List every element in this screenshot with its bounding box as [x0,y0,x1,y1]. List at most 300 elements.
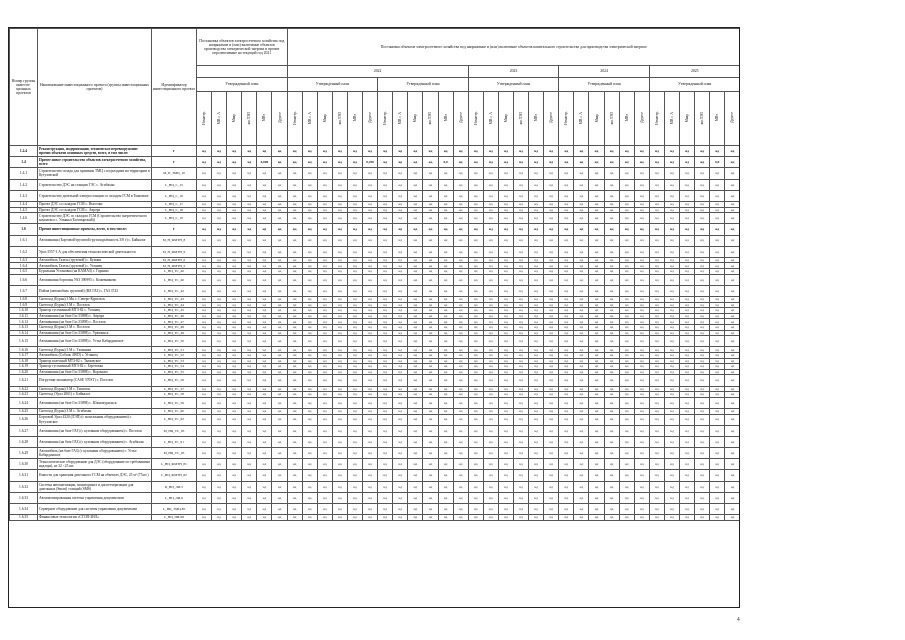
row-value: нд [695,235,710,246]
row-value: нд [680,392,695,398]
row-value: нд [664,425,679,436]
row-value: нд [483,297,498,303]
row-value: нд [574,246,589,257]
row-value: нд [423,257,438,263]
row-value: нд [302,352,317,358]
row-value: нд [302,319,317,325]
row-value: нд [604,319,619,325]
row-value: нд [649,274,664,285]
row-value: нд [544,308,559,314]
row-project-name: Трактор гусеничный МТЗ-82 с. Углянец [38,308,152,314]
row-value: нд [574,146,589,157]
row-value: нд [710,364,725,370]
row-value: нд [287,386,302,392]
row-value: нд [574,257,589,263]
row-value: нд [363,347,378,353]
row-value: нд [438,347,453,353]
row-value: нд [483,319,498,325]
row-value: нд [725,213,740,224]
row-value: нд [544,358,559,364]
row-value: нд [272,302,287,308]
row-value: нд [559,397,574,408]
row-value: нд [589,504,604,515]
row-value: нд [227,425,242,436]
row-value: нд [604,347,619,353]
row-value: нд [559,313,574,319]
row-value: нд [423,157,438,168]
header-year: 2024 [559,66,650,78]
row-value: нд [242,146,257,157]
row-value: нд [302,157,317,168]
row-project-id: Г [152,224,197,235]
row-value: нд [393,358,408,364]
row-value: нд [363,352,378,358]
row-value: нд [468,375,483,386]
row-value: нд [363,386,378,392]
row-value: нд [438,358,453,364]
row-value: нд [544,352,559,358]
row-value: нд [634,386,649,392]
row-value: нд [438,459,453,470]
row-value: нд [438,414,453,425]
row-value: нд [725,157,740,168]
row-value: нд [453,246,468,257]
row-value: нд [634,436,649,447]
row-value: нд [212,285,227,296]
row-value: нд [468,257,483,263]
row-number: 1.6 [10,224,38,235]
row-value: нд [453,297,468,303]
row-value: нд [514,397,529,408]
row-number: 1.6.33 [10,492,38,503]
row-value: нд [408,146,423,157]
row-value: нд [242,319,257,325]
row-value: нд [257,492,272,503]
row-value: нд [212,213,227,224]
row-value: нд [242,392,257,398]
row-value: нд [438,504,453,515]
row-value: нд [272,397,287,408]
row-project-id: L_НЦ_С_19 [152,213,197,224]
row-value: нд [544,459,559,470]
row-value: нд [332,213,347,224]
header-unit [332,92,347,146]
row-value: нд [423,325,438,331]
row-value: нд [529,336,544,347]
row-value: нд [604,146,619,157]
row-value: нд [468,224,483,235]
row-value: нд [498,392,513,398]
row-value: нд [634,157,649,168]
row-value: нд [710,375,725,386]
row-value: нд [589,397,604,408]
row-value: нд [438,297,453,303]
row-value: нд [725,352,740,358]
row-number: 1.6.10 [10,308,38,314]
table-row [10,157,741,168]
row-value: нд [649,313,664,319]
row-value: нд [574,375,589,386]
row-number: 1.6.1 [10,235,38,246]
row-value: нд [197,352,212,358]
row-value: нд [604,285,619,296]
row-project-id: L_НЦ_ТС_52 [152,352,197,358]
row-value: нд [468,207,483,213]
row-value: нд [332,358,347,364]
row-value: нд [242,325,257,331]
header-unit [544,92,559,146]
row-value: нд [423,263,438,269]
row-value: нд [498,492,513,503]
row-value: нд [272,325,287,331]
row-value: нд [317,168,332,179]
row-value: нд [483,285,498,296]
row-value: нд [634,179,649,190]
row-value: нд [529,235,544,246]
row-value: нд [332,436,347,447]
row-value: нд [302,386,317,392]
row-value: нд [302,308,317,314]
row-value: нд [468,168,483,179]
row-value: нд [544,330,559,336]
row-value: нд [619,325,634,331]
row-value: нд [347,179,362,190]
row-value: нд [393,515,408,521]
row-value: нд [197,397,212,408]
row-value: нд [408,392,423,398]
row-value: нд [559,168,574,179]
row-number: 1.6.35 [10,515,38,521]
row-value: нд [634,470,649,481]
row-value: нд [227,369,242,375]
row-value: нд [649,504,664,515]
row-value: нд [378,425,393,436]
row-value: нд [287,285,302,296]
row-value: нд [272,263,287,269]
row-value: нд [619,352,634,358]
row-value: нд [287,336,302,347]
row-value: нд [634,201,649,207]
row-value: нд [317,358,332,364]
row-value: нд [664,319,679,325]
row-value: нд [529,358,544,364]
row-value: нд [317,157,332,168]
row-value: нд [514,157,529,168]
row-project-name: Снегоход (Буран) 3 М с. Поселок [38,302,152,308]
row-value: нд [574,504,589,515]
row-value: нд [710,504,725,515]
row-project-id: М_Н_ФМТН_9 [152,246,197,257]
row-value: нд [619,224,634,235]
row-value: нд [272,235,287,246]
row-value: нд [257,515,272,521]
row-value: нд [393,470,408,481]
row-value: нд [378,436,393,447]
row-value: нд [695,302,710,308]
row-value: нд [634,274,649,285]
row-value: нд [302,168,317,179]
row-value: нд [649,358,664,364]
row-value: нд [287,274,302,285]
row-value: нд [589,325,604,331]
row-value: нд [468,313,483,319]
row-value: нд [332,336,347,347]
row-value: нд [332,302,347,308]
row-value: нд [302,269,317,275]
row-value: нд [604,207,619,213]
row-value: нд [514,492,529,503]
row-value: нд [710,274,725,285]
row-value: нд [453,257,468,263]
row-value: нд [664,375,679,386]
row-value: нд [438,375,453,386]
row-value: нд [589,481,604,492]
row-value: нд [680,263,695,269]
row-value: нд [680,336,695,347]
row-value: нд [634,375,649,386]
row-value: нд [529,157,544,168]
row-value: нд [695,263,710,269]
row-value: нд [302,397,317,408]
row-value: нд [483,481,498,492]
row-value: нд [347,330,362,336]
row-value: нд [725,392,740,398]
row-value: нд [332,515,347,521]
row-value: нд [317,347,332,353]
row-value: нд [438,336,453,347]
row-value: нд [242,302,257,308]
row-value: нд [272,157,287,168]
row-value: нд [272,319,287,325]
row-value: нд [378,364,393,370]
row-value: нд [649,336,664,347]
row-value: нд [483,330,498,336]
row-value: нд [514,352,529,358]
row-value: нд [544,263,559,269]
row-value: нд [664,492,679,503]
table-row [10,425,741,436]
row-value: нд [544,436,559,447]
row-number: 1.6.29 [10,448,38,459]
row-value: нд [664,364,679,370]
row-value: нд [589,470,604,481]
row-value: нд [680,179,695,190]
row-value: нд [574,157,589,168]
row-value: нд [634,347,649,353]
row-value: нд [332,397,347,408]
row-value: нд [483,436,498,447]
row-project-id: L_НЦ_С_15 [152,179,197,190]
row-value: нд [227,481,242,492]
row-project-id: L_НЦ_ТС_45 [152,308,197,314]
row-value: нд [423,207,438,213]
row-number: 1.6.21 [10,375,38,386]
row-value: нд [197,257,212,263]
row-value: нд [529,207,544,213]
row-value: нд [468,213,483,224]
row-value: нд [468,504,483,515]
row-value: нд [257,358,272,364]
row-value: нд [619,201,634,207]
row-value: нд [498,347,513,353]
row-project-name: Автомашина (на базе Газ 33098) с. Устье Кабардинское [38,336,152,347]
row-value: нд [725,515,740,521]
row-project-id: L_НЦ_ЛИ-6 [152,492,197,503]
row-value: нд [559,375,574,386]
row-value: нд [272,414,287,425]
row-value: нд [559,224,574,235]
row-value: нд [378,358,393,364]
row-value: нд [332,313,347,319]
row-value: нд [468,263,483,269]
row-value: нд [529,302,544,308]
row-project-name: Автомашина (на базе ГАЗ) (с кузовным оборудованием) с. Агибахан [38,436,152,447]
row-value: нд [302,436,317,447]
row-number: 1.6.32 [10,481,38,492]
row-value: нд [272,358,287,364]
row-value: нд [393,492,408,503]
row-value: нд [287,269,302,275]
row-project-name: Бортовой Урал 4320 (ЛЭП) (с монтажным оборудованием) с. Кутузовское [38,414,152,425]
row-value: нд [212,263,227,269]
row-value: нд [332,263,347,269]
row-value: нд [227,269,242,275]
row-value: нд [347,459,362,470]
row-value: нд [680,274,695,285]
row-project-name: Автомашина бортовая УАЗ 390995 с. Кожевниково [38,274,152,285]
row-project-id: L_НЦ_ТС_51 [152,347,197,353]
row-value: нд [393,297,408,303]
row-value: нд [649,285,664,296]
row-value: нд [619,313,634,319]
row-value: нд [197,285,212,296]
row-value: нд [272,190,287,201]
row-value: нд [483,179,498,190]
row-value: нд [695,297,710,303]
header-group-number: Номер группы инвести-ционных проектов [10,29,38,146]
row-value: нд [589,213,604,224]
row-value: нд [468,481,483,492]
header-unit-label: Нематер. [383,110,388,125]
row-value: нд [257,235,272,246]
row-value: нд [393,414,408,425]
table-row [10,470,741,481]
row-value: нд [257,179,272,190]
row-value: нд [589,201,604,207]
row-value: нд [393,336,408,347]
row-value: нд [272,257,287,263]
row-value: нд [483,269,498,275]
row-value: нд [619,397,634,408]
row-value: нд [423,347,438,353]
row-value: нд [498,157,513,168]
row-value: нд [438,470,453,481]
row-value: нд [710,448,725,459]
row-value: нд [649,179,664,190]
row-value: нд [408,302,423,308]
row-value: нд [544,201,559,207]
row-value: нд [197,263,212,269]
row-value: нд [695,352,710,358]
row-value: нд [710,146,725,157]
row-value: нд [725,325,740,331]
row-value: нд [544,224,559,235]
header-unit [227,92,242,146]
row-project-id: Г [152,146,197,157]
row-value: нд [664,157,679,168]
row-value: нд [619,302,634,308]
header-unit-label: км ЛЭП [700,111,705,125]
row-value: нд [589,257,604,263]
row-value: нд [332,392,347,398]
header-unit [498,92,513,146]
row-project-name: Технологическое оборудование для ДЭС (оборудование по требованиям надзора), из 32 - 25 шт. [39,460,150,469]
row-value: нд [725,408,740,414]
row-value: нд [438,246,453,257]
row-value: нд [378,470,393,481]
row-value: нд [287,313,302,319]
row-value: нд [197,297,212,303]
row-value: нд [680,190,695,201]
row-value: нд [393,313,408,319]
row-value: нд [680,257,695,263]
row-value: нд [680,325,695,331]
row-project-id: L_НЦ_ТС_44 [152,302,197,308]
row-value: нд [408,425,423,436]
row-value: нд [423,308,438,314]
row-value: нд [710,179,725,190]
header-unit-label: Нематер. [202,110,207,125]
row-value: нд [664,515,679,521]
row-value: нд [634,364,649,370]
row-value: нд [332,364,347,370]
row-value: нд [438,364,453,370]
row-value: нд [589,392,604,398]
row-value: нд [227,436,242,447]
row-value: нд [559,386,574,392]
row-value: нд [212,492,227,503]
row-value: нд [604,224,619,235]
row-value: нд [257,319,272,325]
row-value: нд [619,190,634,201]
row-value: нд [483,347,498,353]
row-value: нд [514,436,529,447]
row-value: нд [378,263,393,269]
row-value: нд [378,257,393,263]
row-value: нд [498,504,513,515]
row-value: нд [287,492,302,503]
row-value: нд [423,425,438,436]
row-value: нд [408,448,423,459]
row-value: нд [468,414,483,425]
row-value: нд [695,313,710,319]
row-value: нд [438,269,453,275]
row-value: нд [197,459,212,470]
row-value: нд [242,504,257,515]
row-value: нд [664,448,679,459]
table-row [10,481,741,492]
header-unit-label: Мвар [232,113,237,123]
row-value: нд [680,302,695,308]
row-value: нд [197,386,212,392]
row-value: нд [287,358,302,364]
row-value: нд [544,470,559,481]
row-value: нд [378,168,393,179]
row-value: нд [242,168,257,179]
header-unit-label: МВ×А [488,111,493,124]
row-value: нд [529,201,544,207]
row-value: нд [363,470,378,481]
